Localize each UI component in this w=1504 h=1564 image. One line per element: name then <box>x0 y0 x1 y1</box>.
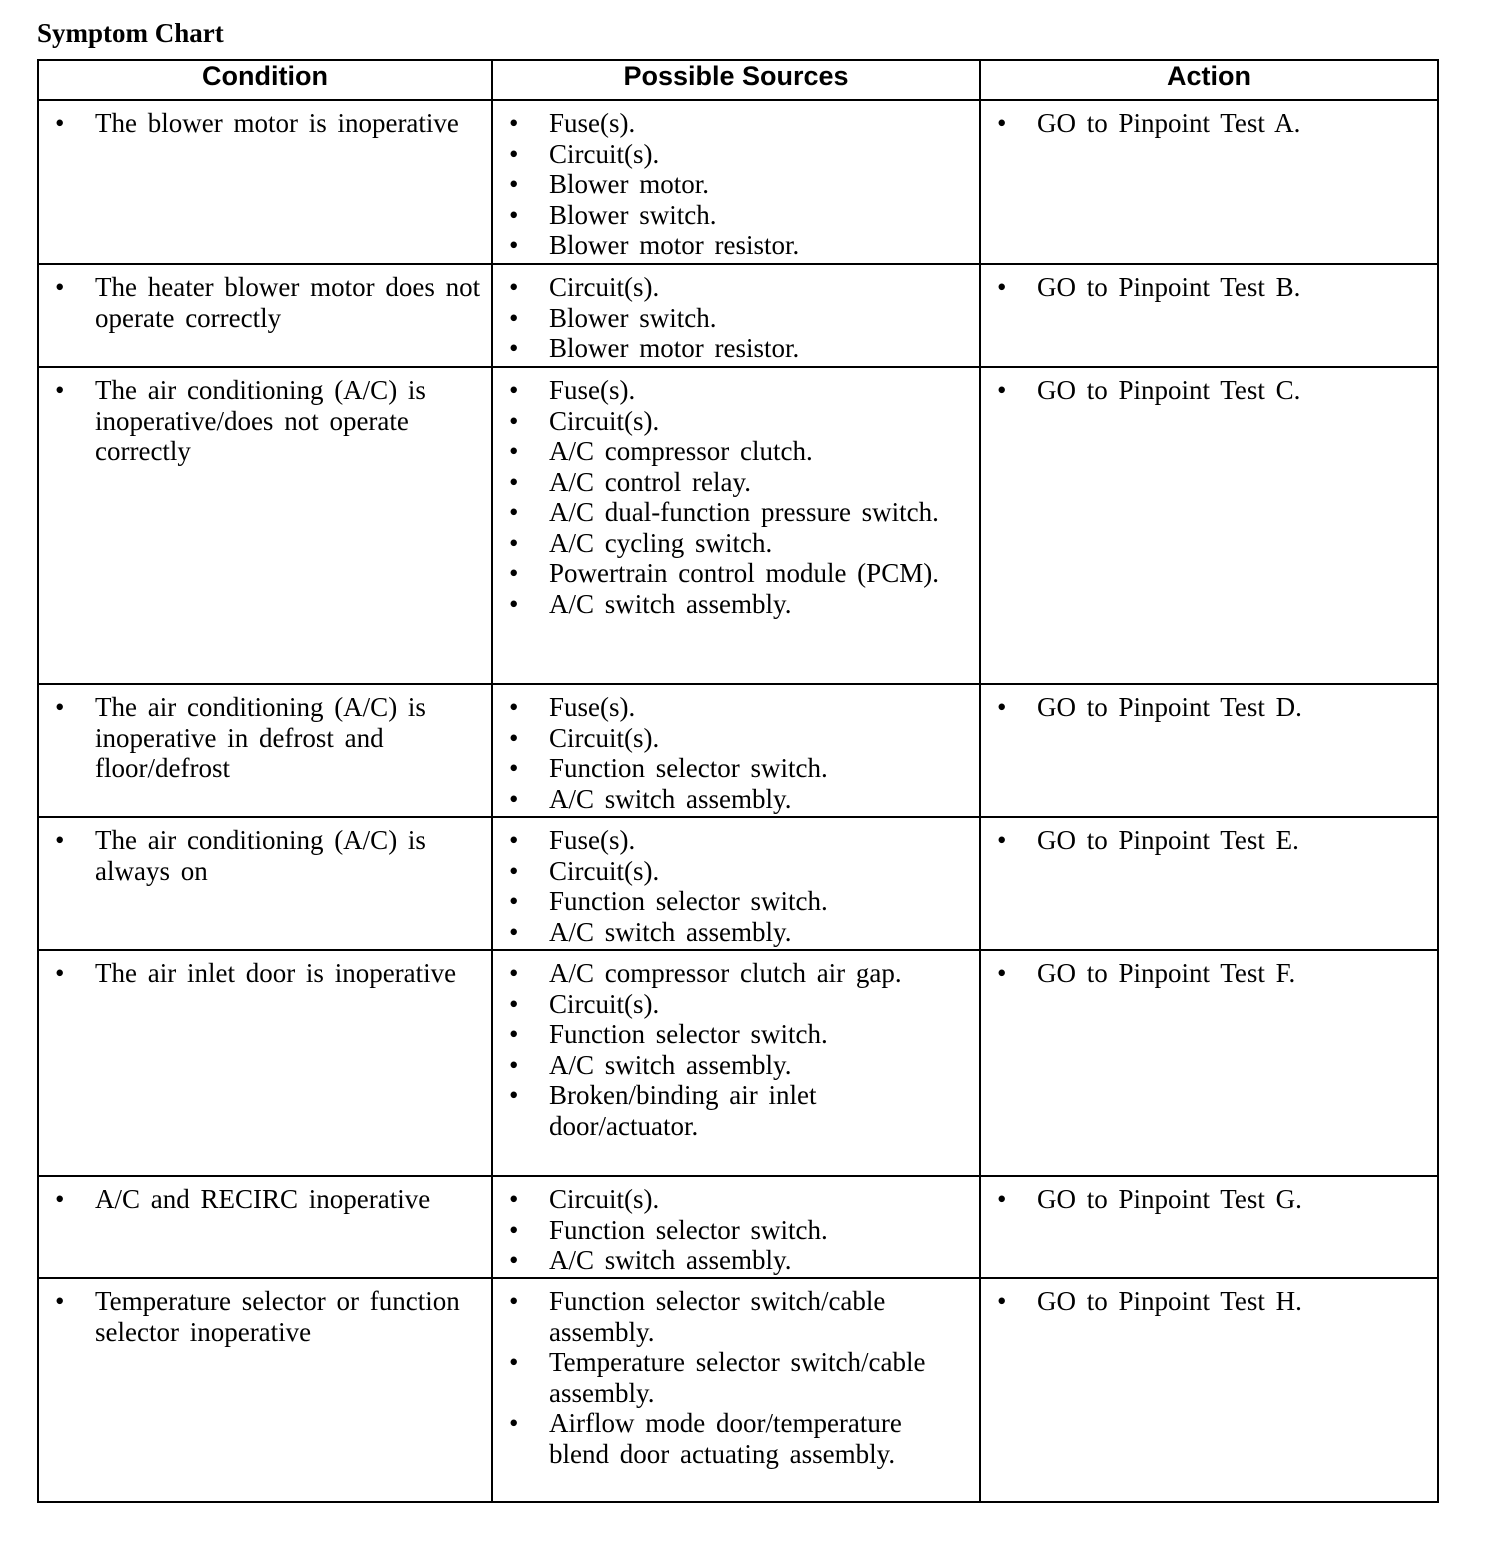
list-item <box>493 1184 971 1215</box>
list-item <box>493 558 971 589</box>
header-possible-sources: Possible Sources <box>492 60 980 100</box>
bullet-icon: • <box>509 1286 519 1316</box>
sources-cell <box>492 264 980 367</box>
bullet-icon: • <box>509 138 519 169</box>
bullet-icon: • <box>509 722 519 753</box>
list-item <box>39 375 483 467</box>
bullet-icon: • <box>997 1184 1007 1214</box>
item-text: Powertrain control module (PCM). <box>549 558 939 588</box>
bullet-icon: • <box>509 916 519 947</box>
item-text: Blower motor resistor. <box>549 333 800 363</box>
bullet-icon: • <box>509 302 519 333</box>
bullet-icon: • <box>997 692 1007 722</box>
item-text: GO to Pinpoint Test H. <box>1037 1286 1302 1316</box>
sources-cell <box>492 817 980 950</box>
item-text: The blower motor is inoperative <box>95 108 459 138</box>
item-text: A/C and RECIRC inoperative <box>95 1184 431 1214</box>
list-item <box>493 303 971 334</box>
sources-cell <box>492 367 980 684</box>
table-row <box>38 1278 1438 1502</box>
bullet-icon: • <box>509 1184 519 1214</box>
item-text: GO to Pinpoint Test D. <box>1037 692 1302 722</box>
item-text: Function selector switch. <box>549 1019 828 1049</box>
bullet-icon: • <box>509 108 519 138</box>
bullet-icon: • <box>55 692 65 722</box>
bullet-icon: • <box>509 958 519 988</box>
item-text: Fuse(s). <box>549 375 636 405</box>
list-item <box>493 1245 971 1276</box>
bullet-icon: • <box>509 527 519 558</box>
list-item <box>493 917 971 948</box>
list-item <box>493 436 971 467</box>
bullet-icon: • <box>55 272 65 302</box>
table-row <box>38 950 1438 1176</box>
item-text: A/C switch assembly. <box>549 1245 792 1275</box>
item-text: Function selector switch. <box>549 1214 828 1245</box>
list-item <box>493 467 971 498</box>
bullet-icon: • <box>509 783 519 814</box>
item-text: A/C control relay. <box>549 466 751 497</box>
list-item <box>493 958 971 989</box>
list-item <box>493 692 971 723</box>
table-row <box>38 100 1438 264</box>
item-text: Broken/binding air inlet door/actuator. <box>549 1080 817 1141</box>
item-text: Temperature selector switch/cable assembly. <box>549 1347 926 1408</box>
item-text: A/C switch assembly. <box>549 916 792 947</box>
item-text: Function selector switch. <box>549 753 828 783</box>
bullet-icon: • <box>509 988 519 1019</box>
sources-cell <box>492 100 980 264</box>
condition-cell <box>38 1176 492 1278</box>
item-text: A/C cycling switch. <box>549 527 773 558</box>
bullet-icon: • <box>509 1245 519 1275</box>
item-text: GO to Pinpoint Test G. <box>1037 1184 1302 1214</box>
list-item <box>493 784 971 815</box>
list-item <box>39 1184 483 1215</box>
item-text: A/C compressor clutch. <box>549 436 813 466</box>
list-item <box>981 108 1429 139</box>
bullet-icon: • <box>509 1080 519 1110</box>
sources-cell <box>492 684 980 817</box>
table-row <box>38 684 1438 817</box>
list-item <box>493 1050 971 1081</box>
action-cell <box>980 684 1438 817</box>
action-cell <box>980 950 1438 1176</box>
item-text: A/C dual-function pressure switch. <box>549 497 939 527</box>
item-text: GO to Pinpoint Test E. <box>1037 825 1299 855</box>
bullet-icon: • <box>997 272 1007 302</box>
header-action: Action <box>980 60 1438 100</box>
bullet-icon: • <box>55 1184 65 1214</box>
item-text: A/C compressor clutch air gap. <box>549 958 902 988</box>
bullet-icon: • <box>509 1049 519 1080</box>
bullet-icon: • <box>55 958 65 988</box>
bullet-icon: • <box>509 825 519 855</box>
item-text: Blower switch. <box>549 199 717 230</box>
item-text: GO to Pinpoint Test C. <box>1037 375 1301 405</box>
bullet-icon: • <box>509 272 519 302</box>
item-text: Fuse(s). <box>549 692 636 722</box>
list-item <box>493 723 971 754</box>
bullet-icon: • <box>509 375 519 405</box>
list-item <box>493 589 971 620</box>
bullet-icon: • <box>509 1347 519 1377</box>
list-item <box>493 753 971 784</box>
item-text: A/C switch assembly. <box>549 1049 792 1080</box>
bullet-icon: • <box>509 436 519 466</box>
item-text: Temperature selector or function selector inoperative <box>95 1286 460 1347</box>
bullet-icon: • <box>997 1286 1007 1316</box>
item-text: Function selector switch/cable assembly. <box>549 1286 886 1347</box>
bullet-icon: • <box>55 375 65 405</box>
bullet-icon: • <box>509 466 519 497</box>
bullet-icon: • <box>997 108 1007 138</box>
bullet-icon: • <box>509 855 519 886</box>
item-text: Circuit(s). <box>549 988 660 1019</box>
action-cell <box>980 817 1438 950</box>
list-item <box>493 139 971 170</box>
condition-cell <box>38 817 492 950</box>
list-item <box>39 1286 483 1347</box>
table-row <box>38 367 1438 684</box>
list-item <box>493 989 971 1020</box>
sources-cell <box>492 1176 980 1278</box>
table-row <box>38 264 1438 367</box>
item-text: Blower switch. <box>549 302 717 333</box>
header-condition: Condition <box>38 60 492 100</box>
bullet-icon: • <box>509 1214 519 1245</box>
item-text: Blower motor. <box>549 169 709 199</box>
sources-cell <box>492 1278 980 1502</box>
bullet-icon: • <box>509 1019 519 1049</box>
item-text: Circuit(s). <box>549 272 660 302</box>
list-item <box>493 333 971 364</box>
list-item <box>39 825 483 886</box>
action-cell <box>980 1278 1438 1502</box>
item-text: Circuit(s). <box>549 405 660 436</box>
list-item <box>39 272 483 333</box>
list-item <box>493 406 971 437</box>
bullet-icon: • <box>509 230 519 260</box>
item-text: A/C switch assembly. <box>549 783 792 814</box>
table-row <box>38 817 1438 950</box>
list-item <box>981 958 1429 989</box>
condition-cell <box>38 950 492 1176</box>
action-cell <box>980 367 1438 684</box>
condition-cell <box>38 684 492 817</box>
bullet-icon: • <box>509 405 519 436</box>
list-item <box>493 1408 971 1469</box>
table-row <box>38 1176 1438 1278</box>
list-item <box>981 375 1429 406</box>
item-text: Circuit(s). <box>549 138 660 169</box>
item-text: GO to Pinpoint Test A. <box>1037 108 1301 138</box>
bullet-icon: • <box>509 753 519 783</box>
list-item <box>493 1215 971 1246</box>
bullet-icon: • <box>509 886 519 916</box>
item-text: GO to Pinpoint Test B. <box>1037 272 1301 302</box>
bullet-icon: • <box>509 333 519 363</box>
bullet-icon: • <box>509 1408 519 1438</box>
item-text: GO to Pinpoint Test F. <box>1037 958 1296 988</box>
bullet-icon: • <box>55 825 65 855</box>
action-cell <box>980 264 1438 367</box>
item-text: The air conditioning (A/C) is inoperative in defrost and floor/defrost <box>95 692 426 783</box>
item-text: Circuit(s). <box>549 1184 660 1214</box>
item-text: A/C switch assembly. <box>549 588 792 619</box>
list-item <box>493 856 971 887</box>
bullet-icon: • <box>509 588 519 619</box>
list-item <box>493 1347 971 1408</box>
bullet-icon: • <box>509 199 519 230</box>
bullet-icon: • <box>509 497 519 527</box>
list-item <box>493 886 971 917</box>
item-text: The air inlet door is inoperative <box>95 958 457 988</box>
item-text: Circuit(s). <box>549 855 660 886</box>
symptom-chart-table <box>37 59 1439 1503</box>
list-item <box>493 200 971 231</box>
list-item <box>39 108 483 139</box>
item-text: The air conditioning (A/C) is always on <box>95 825 426 886</box>
list-item <box>39 692 483 784</box>
item-text: Function selector switch. <box>549 886 828 916</box>
item-text: Fuse(s). <box>549 108 636 138</box>
list-item <box>493 230 971 261</box>
item-text: The air conditioning (A/C) is inoperative/does not operate correctly <box>95 375 426 466</box>
list-item <box>493 825 971 856</box>
bullet-icon: • <box>509 169 519 199</box>
list-item <box>493 375 971 406</box>
list-item <box>981 272 1429 303</box>
list-item <box>981 692 1429 723</box>
bullet-icon: • <box>55 1286 65 1316</box>
item-text: Blower motor resistor. <box>549 230 800 260</box>
condition-cell <box>38 367 492 684</box>
action-cell <box>980 100 1438 264</box>
item-text: Circuit(s). <box>549 722 660 753</box>
list-item <box>493 272 971 303</box>
item-text: Fuse(s). <box>549 825 636 855</box>
bullet-icon: • <box>509 558 519 588</box>
item-text: Airflow mode door/temperature blend door actuating assembly. <box>549 1408 902 1469</box>
list-item <box>493 1080 971 1141</box>
list-item <box>493 1286 971 1347</box>
list-item <box>39 958 483 989</box>
page-title: Symptom Chart <box>37 18 224 48</box>
list-item <box>493 169 971 200</box>
condition-cell <box>38 1278 492 1502</box>
header-row <box>38 60 1438 100</box>
list-item <box>493 1019 971 1050</box>
list-item <box>981 1184 1429 1215</box>
bullet-icon: • <box>509 692 519 722</box>
bullet-icon: • <box>997 958 1007 988</box>
list-item <box>493 108 971 139</box>
list-item <box>493 497 971 528</box>
bullet-icon: • <box>997 375 1007 405</box>
list-item <box>493 528 971 559</box>
bullet-icon: • <box>55 108 65 138</box>
item-text: The heater blower motor does not operate correctly <box>95 272 481 333</box>
sources-cell <box>492 950 980 1176</box>
action-cell <box>980 1176 1438 1278</box>
condition-cell <box>38 100 492 264</box>
list-item <box>981 1286 1429 1317</box>
list-item <box>981 825 1429 856</box>
bullet-icon: • <box>997 825 1007 855</box>
condition-cell <box>38 264 492 367</box>
